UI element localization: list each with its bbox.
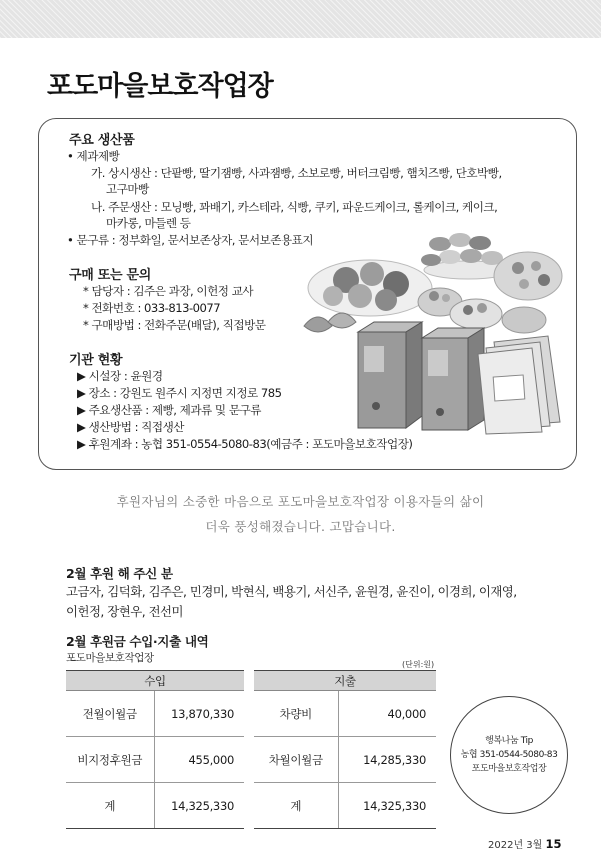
table-row bbox=[254, 783, 436, 829]
products-line: 마카롱, 마들렌 등 bbox=[106, 216, 191, 230]
institution-line: ▶ 장소 : 강원도 원주시 지정면 지정로 785 bbox=[77, 386, 282, 400]
institution-line: ▶ 주요생산품 : 제빵, 제과류 및 문구류 bbox=[77, 403, 261, 417]
income-header: 수입 bbox=[66, 671, 244, 691]
unit-label: (단위:원) bbox=[402, 660, 435, 669]
donation-tip-circle bbox=[450, 696, 568, 814]
file-boxes-image bbox=[358, 322, 484, 430]
madeleines-image bbox=[304, 313, 356, 332]
cookie-plate-image bbox=[308, 260, 432, 316]
table-row bbox=[66, 737, 244, 783]
page-title: 포도마을보호작업장 bbox=[47, 71, 273, 102]
expense-amount: 14,285,330 bbox=[338, 737, 436, 783]
table-row bbox=[66, 691, 244, 737]
donors-list-line2: 이헌정, 장현우, 전선미 bbox=[66, 604, 183, 619]
expense-table bbox=[254, 670, 436, 829]
income-label: 비지정후원금 bbox=[66, 737, 154, 783]
expense-label: 차량비 bbox=[254, 691, 338, 737]
finance-heading: 2월 후원금 수입·지출 내역 bbox=[66, 634, 209, 649]
page-number: 15 bbox=[545, 837, 562, 851]
income-amount: 455,000 bbox=[154, 737, 244, 783]
income-total-amount: 14,325,330 bbox=[154, 783, 244, 829]
institution-heading: 기관 현황 bbox=[69, 353, 123, 368]
institution-line: ▶ 후원계좌 : 농협 351-0554-5080-83(예금주 : 포도마을보호작업장) bbox=[77, 437, 413, 451]
expense-amount: 40,000 bbox=[338, 691, 436, 737]
table-row bbox=[254, 737, 436, 783]
products-heading: 주요 생산품 bbox=[69, 133, 135, 148]
expense-header: 지출 bbox=[254, 671, 436, 691]
footer-date: 2022년 3월 bbox=[488, 840, 543, 851]
institution-line: ▶ 생산방법 : 직접생산 bbox=[77, 420, 184, 434]
table-row bbox=[66, 783, 244, 829]
donors-heading: 2월 후원 해 주신 분 bbox=[66, 566, 173, 581]
expense-label: 차월이월금 bbox=[254, 737, 338, 783]
page-footer bbox=[488, 836, 562, 851]
finance-org-label: 포도마을보호작업장 bbox=[66, 652, 154, 664]
donors-list-line1: 고금자, 김덕화, 김주은, 민경미, 박현식, 백용기, 서신주, 윤원경, 윤진이, 이경희, 이재영, bbox=[66, 584, 517, 599]
inquiry-line: * 구매방법 : 전화주문(배달), 직접방문 bbox=[83, 318, 266, 332]
products-line: • 문구류 : 정부화일, 문서보존상자, 문서보존용표지 bbox=[67, 233, 314, 247]
inquiry-line: * 전화번호 : 033-813-0077 bbox=[83, 301, 221, 315]
products-line: 고구마빵 bbox=[106, 182, 149, 196]
table-row bbox=[254, 691, 436, 737]
expense-total-amount: 14,325,330 bbox=[338, 783, 436, 829]
institution-line: ▶ 시설장 : 윤원경 bbox=[77, 369, 163, 383]
income-table bbox=[66, 670, 244, 829]
folder-covers-image bbox=[478, 336, 560, 434]
income-total-label: 계 bbox=[66, 783, 154, 829]
income-amount: 13,870,330 bbox=[154, 691, 244, 737]
products-line: • 제과제빵 bbox=[67, 149, 120, 163]
thanks-message-line1: 후원자님의 소중한 마음으로 포도마을보호작업장 이용자들의 삶이 bbox=[116, 494, 485, 509]
tip-holder: 포도마을보호작업장 bbox=[471, 764, 547, 774]
tip-account: 농협 351-0544-5080-83 bbox=[460, 750, 558, 760]
inquiry-heading: 구매 또는 문의 bbox=[69, 268, 151, 283]
top-pattern-band bbox=[0, 0, 601, 38]
income-label: 전월이월금 bbox=[66, 691, 154, 737]
products-line: 나. 주문생산 : 모닝빵, 꽈배기, 카스테라, 식빵, 쿠키, 파운드케이크, 롤케이크, 케이크, bbox=[91, 200, 498, 214]
inquiry-line: * 담당자 : 김주은 과장, 이헌정 교사 bbox=[83, 284, 254, 298]
thanks-message-line2: 더욱 풍성해졌습니다. 고맙습니다. bbox=[205, 519, 396, 534]
products-line: 가. 상시생산 : 단팥빵, 딸기잼빵, 사과잼빵, 소보로빵, 버터크림빵, 햄치즈빵, 단호박빵, bbox=[91, 166, 502, 180]
expense-total-label: 계 bbox=[254, 783, 338, 829]
tip-title: 행복나눔 Tip bbox=[485, 736, 533, 746]
products-photo bbox=[298, 226, 570, 438]
